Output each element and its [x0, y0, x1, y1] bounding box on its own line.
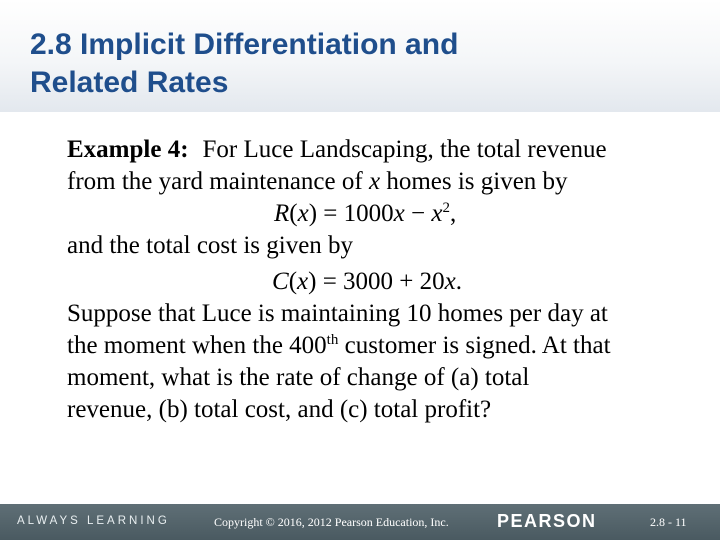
body-line-2-pre: from the yard maintenance of [67, 168, 363, 195]
body-line-2-post: homes is given by [386, 168, 568, 195]
revenue-function-name: R [274, 200, 290, 227]
cost-equation: C(x) = 3000 + 20x. [272, 268, 463, 295]
cost-eq-mid: = 3000 + 20 [322, 268, 445, 295]
revenue-function-arg: x [297, 200, 309, 227]
footer-bar [0, 504, 720, 540]
paragraph-line-2-post: customer is signed. At that [344, 332, 611, 359]
paragraph-line-4: revenue, (b) total cost, and (c) total profit? [67, 396, 492, 423]
slide-title [30, 26, 690, 102]
example-label: Example 4: [67, 136, 189, 163]
revenue-tail: , [449, 200, 457, 227]
body-line-1-text: For Luce Landscaping, the total revenue [202, 136, 607, 163]
paragraph-line-2-pre: the moment when the 400 [67, 332, 327, 359]
footer-tagline: ALWAYS LEARNING [17, 515, 170, 527]
paragraph-line-1: Suppose that Luce is maintaining 10 homes per day at [67, 300, 608, 327]
slide-title-line-2: Related Rates [30, 66, 229, 99]
body-line-2 [67, 166, 697, 198]
footer-copyright: Copyright © 2016, 2012 Pearson Education, Inc. [214, 515, 449, 529]
body-line-3: and the total cost is given by [67, 232, 354, 259]
pearson-logo: PEARSON [497, 511, 597, 531]
revenue-equation: $R(x) = 1000x - x^2$, [274, 200, 457, 227]
revenue-var-x2: x [431, 200, 443, 227]
revenue-minus: − [404, 200, 432, 227]
slide-title-line-1: 2.8 Implicit Differentiation and [30, 28, 459, 61]
paragraph-line-2 [67, 330, 697, 362]
cost-function-name: C [272, 268, 289, 295]
paragraph-line-3: moment, what is the rate of change of (a) total [67, 364, 530, 391]
cost-tail: . [455, 268, 463, 295]
cost-function-arg: x [297, 268, 309, 295]
slide-page-number: 2.8 - 11 [650, 515, 687, 529]
cost-var-x: x [444, 268, 456, 295]
revenue-exponent: 2 [442, 200, 450, 216]
slide-content [67, 134, 697, 426]
revenue-eq-mid: = 1000 [323, 200, 394, 227]
variable-x: x [368, 168, 381, 195]
revenue-var-x: x [393, 200, 405, 227]
ordinal-suffix: th [326, 332, 339, 348]
body-line-1 [67, 134, 697, 166]
